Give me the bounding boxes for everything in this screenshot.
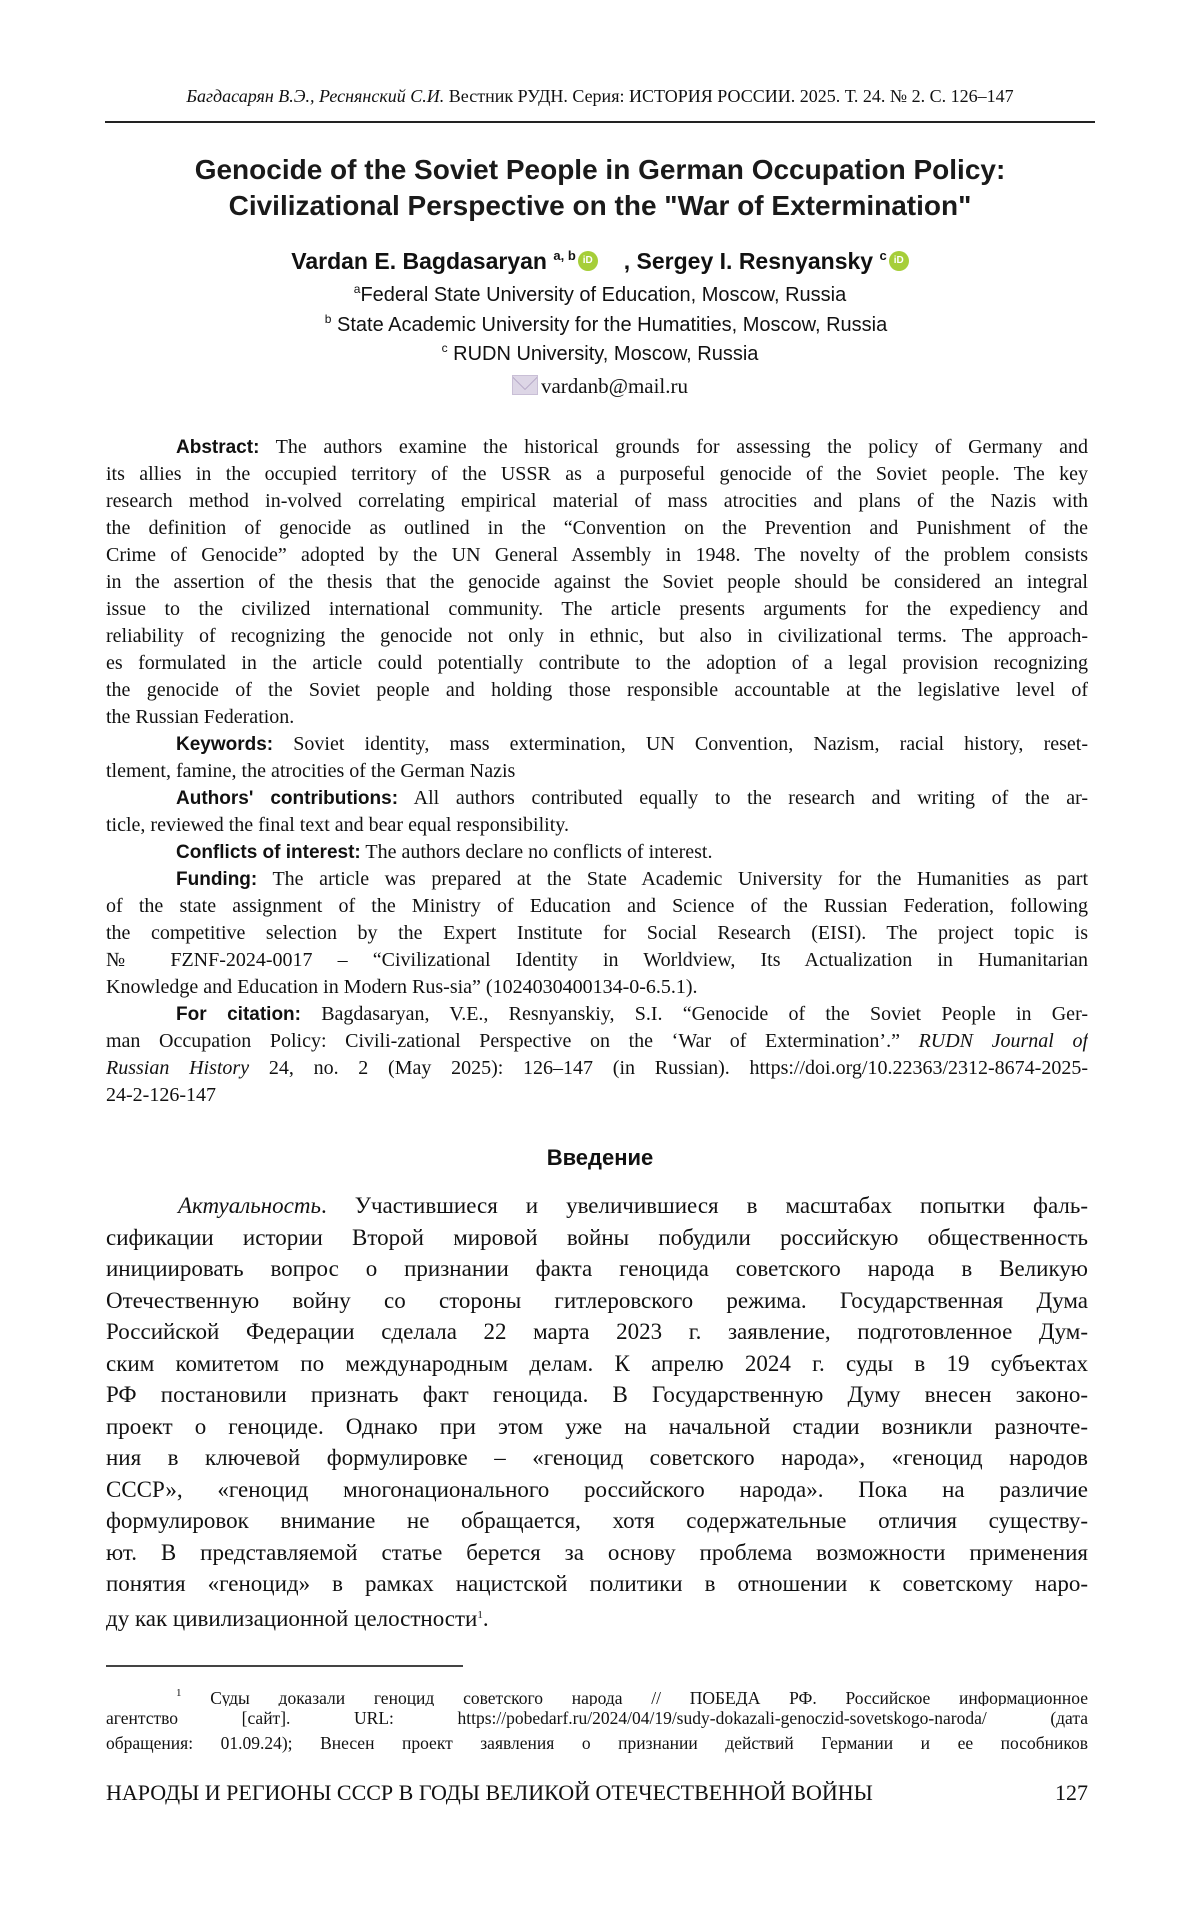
affiliation-mark: c [442,341,448,355]
abstract-block [106,434,1088,1109]
abstract-text: The authors examine the historical grounds for assessing the policy of Germany and [276,436,1088,458]
paragraph-line: СССР», «геноцид многонационального российского народа». Пока на различие [106,1474,1088,1506]
paragraph-line: ния в ключевой формулировке – «геноцид советского народа», «геноцид народов [106,1442,1088,1474]
author-name: , Sergey I. Resnyansky [624,248,873,274]
funding-line [106,866,1088,893]
affiliation-text: Federal State University of Education, Moscow, Russia [360,284,846,306]
running-head [0,86,1200,107]
abstract-line: its allies in the occupied territory of the USSR as a purposeful genocide of the Soviet people. The key [106,461,1088,488]
paragraph-line: ют. В представляемой статье берется за основу проблема возможности применения [106,1537,1088,1569]
citation-line [106,1001,1088,1028]
email-link[interactable]: vardanb@mail.ru [541,374,688,398]
affiliation [0,282,1200,307]
keywords-line: tlement, famine, the atrocities of the German Nazis [106,758,1088,785]
lead-term: Актуальность [178,1193,321,1218]
abstract-line: research method in-volved correlating empirical material of mass atrocities and plans of the Nazis with [106,488,1088,515]
title-line: Civilizational Perspective on the "War of Extermination" [0,188,1200,224]
paragraph-line: инициировать вопрос о признании факта геноцида советского народа в Великую [106,1253,1088,1285]
abstract-label: Abstract: [176,437,259,458]
contributions-line [106,785,1088,812]
citation-doi[interactable]: 24, no. 2 (May 2025): 126–147 (in Russian). https://doi.org/10.22363/2312-8674-2025- [269,1057,1088,1079]
paragraph-line: ским комитетом по международным делам. К апрелю 2024 г. суды в 19 субъектах [106,1348,1088,1380]
page-number: 127 [1055,1780,1088,1806]
envelope-icon [512,375,538,395]
citation-line [106,1055,1088,1082]
conflicts-label: Conflicts of interest: [176,842,361,863]
article-title [0,152,1200,224]
abstract-line [106,434,1088,461]
footnote-mark: 1 [176,1687,182,1699]
citation-text: Bagdasaryan, V.E., Resnyanskiy, S.I. “Genocide of the Soviet People in Ger- [321,1003,1088,1025]
affiliation-mark: b [325,312,332,326]
keywords-text: Soviet identity, mass extermination, UN Convention, Nazism, racial history, reset- [293,733,1088,755]
affiliation-mark: a [354,282,361,296]
funding-line: of the state assignment of the Ministry of Education and Science of the Russian Federation, following [106,893,1088,920]
contributions-label: Authors' contributions: [176,788,398,809]
citation-journal: RUDN Journal of [919,1030,1088,1052]
abstract-line: the genocide of the Soviet people and holding those responsible accountable at the legislative level of [106,677,1088,704]
paragraph-line: сификации истории Второй мировой войны побудили российскую общественность [106,1222,1088,1254]
paragraph-line: Российской Федерации сделала 22 марта 2023 г. заявление, подготовленное Дум- [106,1316,1088,1348]
author-affiliation-mark: c [879,248,886,263]
footnote-separator [106,1665,463,1667]
orcid-icon[interactable]: iD [889,251,909,271]
affiliation [0,312,1200,337]
author-name: Vardan E. Bagdasaryan [291,248,547,274]
header-rule [105,121,1095,123]
funding-label: Funding: [176,869,257,890]
funding-text: The article was prepared at the State Academic University for the Humanities as part [272,868,1088,890]
keywords-label: Keywords: [176,734,273,755]
author-affiliation-mark: a, b [553,248,575,263]
paragraph-text: . Участившиеся и увеличившиеся в масштабах попытки фаль- [321,1193,1088,1218]
footnote-line: обращения: 01.09.24); Внесен проект заявления о признании действий Германии и ее пособников [106,1731,1088,1756]
contributions-line: ticle, reviewed the final text and bear equal responsibility. [106,812,1088,839]
page-footer [106,1780,1088,1806]
paragraph-line: Отечественную войну со стороны гитлеровского режима. Государственная Дума [106,1285,1088,1317]
affiliation-text: State Academic University for the Humatities, Moscow, Russia [337,314,887,336]
paragraph-line [106,1600,1088,1632]
abstract-line: es formulated in the article could potentially contribute to the adoption of a legal provision recognizing [106,650,1088,677]
intro-paragraph [106,1190,1088,1631]
conflicts-text: The authors declare no conflicts of interest. [365,841,712,863]
paragraph-line: РФ постановили признать факт геноцида. В Государственную Думу внесен законо- [106,1379,1088,1411]
footnote-ref[interactable]: 1 [477,1609,483,1621]
email [0,374,1200,399]
abstract-line: the definition of genocide as outlined in the “Convention on the Prevention and Punishment of the [106,515,1088,542]
affiliation-text: RUDN University, Moscow, Russia [453,343,758,365]
funding-line: the competitive selection by the Expert Institute for Social Research (EISI). The project topic is [106,920,1088,947]
paragraph-line: понятия «геноцид» в рамках нацистской политики в отношении к советскому наро- [106,1568,1088,1600]
conflicts-line [106,839,1088,866]
footnote [106,1681,1088,1756]
footnote-line [106,1681,1088,1706]
abstract-line: Crime of Genocide” adopted by the UN General Assembly in 1948. The novelty of the problem consists [106,542,1088,569]
citation-line [106,1028,1088,1055]
abstract-line: reliability of recognizing the genocide not only in ethnic, but also in civilizational terms. The approach- [106,623,1088,650]
keywords-line [106,731,1088,758]
citation-line: 24-2-126-147 [106,1082,1088,1109]
section-heading: Введение [0,1145,1200,1171]
paragraph-text: ду как цивилизационной целостности [106,1606,477,1631]
citation-journal: Russian History [106,1057,249,1079]
abstract-line: issue to the civilized international community. The article presents arguments for the expediency and [106,596,1088,623]
citation-label: For citation: [176,1004,301,1025]
running-head-journal: Вестник РУДН. Серия: ИСТОРИЯ РОССИИ. 2025. Т. 24. № 2. С. 126–147 [449,86,1014,106]
footnote-text: Суды доказали геноцид советского народа // ПОБЕДА РФ. Российское информационное [210,1688,1088,1706]
running-head-authors: Багдасарян В.Э., Реснянский С.И. [186,86,444,106]
title-line: Genocide of the Soviet People in German Occupation Policy: [0,152,1200,188]
funding-line: № FZNF-2024-0017 – “Civilizational Identity in Worldview, Its Actualization in Humanitarian [106,947,1088,974]
abstract-line: in the assertion of the thesis that the genocide against the Soviet people should be considered an integral [106,569,1088,596]
orcid-icon[interactable]: iD [578,251,598,271]
paragraph-line: формулировок внимание не обращается, хотя содержательные отличия существу- [106,1505,1088,1537]
contributions-text: All authors contributed equally to the research and writing of the ar- [414,787,1088,809]
citation-text: man Occupation Policy: Civili-zational Perspective on the ‘War of Extermination’.” [106,1030,900,1052]
authors-line [0,248,1200,275]
funding-line: Knowledge and Education in Modern Rus-sia” (1024030400134-0-6.5.1). [106,974,1088,1001]
abstract-line: the Russian Federation. [106,704,1088,731]
paragraph-line: проект о геноциде. Однако при этом уже на начальной стадии возникли разночте- [106,1411,1088,1443]
paragraph-text: . [483,1606,489,1631]
paragraph-line [106,1190,1088,1222]
footnote-line: агентство [сайт]. URL: https://pobedarf.ru/2024/04/19/sudy-dokazali-genoczid-sovetskogo-naroda/ (дата [106,1706,1088,1731]
affiliation [0,341,1200,366]
footer-section-title: НАРОДЫ И РЕГИОНЫ СССР В ГОДЫ ВЕЛИКОЙ ОТЕЧЕСТВЕННОЙ ВОЙНЫ [106,1780,873,1805]
